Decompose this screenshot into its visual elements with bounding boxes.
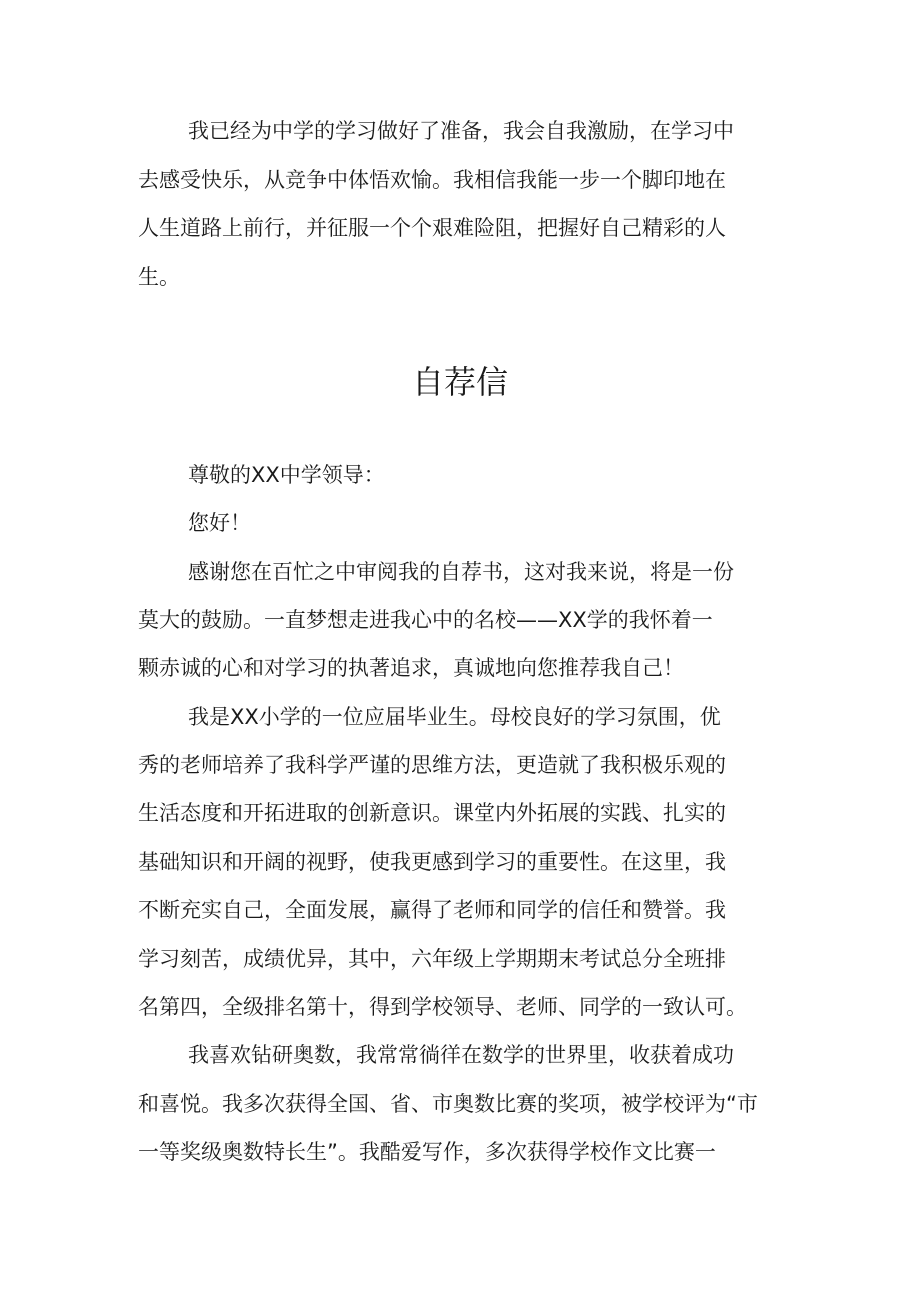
- paragraph3-line: 我喜欢钻研奥数，我常常徜徉在数学的世界里，收获着成功: [188, 1043, 734, 1067]
- intro-line: 我已经为中学的学习做好了准备，我会自我激励，在学习中: [188, 119, 734, 143]
- intro-line: 人生道路上前行，并征服一个个艰难险阻，把握好自己精彩的人: [138, 216, 726, 240]
- paragraph1-line: 莫大的鼓励。一直梦想走进我心中的名校——XX学的我怀着一: [138, 608, 713, 632]
- paragraph2-line: 基础知识和开阔的视野，使我更感到学习的重要性。在这里，我: [138, 850, 726, 874]
- paragraph2-line: 秀的老师培养了我科学严谨的思维方法，更造就了我积极乐观的: [138, 753, 726, 777]
- paragraph2-line: 名第四，全级排名第十，得到学校领导、老师、同学的一致认可。: [138, 995, 747, 1019]
- paragraph1-line: 颗赤诚的心和对学习的执著追求，真诚地向您推荐我自己！: [138, 656, 684, 680]
- paragraph2-line: 不断充实自己，全面发展，赢得了老师和同学的信任和赞誉。我: [138, 898, 726, 922]
- paragraph2-line: 生活态度和开拓进取的创新意识。课堂内外拓展的实践、扎实的: [138, 801, 726, 825]
- letter-greeting: 您好！: [188, 511, 251, 535]
- paragraph3-line: 一等奖级奥数特长生”。我酷爱写作，多次获得学校作文比赛一: [138, 1140, 716, 1164]
- paragraph3-line: 和喜悦。我多次获得全国、省、市奥数比赛的奖项，被学校评为“市: [138, 1092, 758, 1116]
- paragraph2-line: 我是XX小学的一位应届毕业生。母校良好的学习氛围，优: [188, 705, 721, 729]
- paragraph2-line: 学习刻苦，成绩优异，其中，六年级上学期期末考试总分全班排: [138, 947, 726, 971]
- intro-line: 去感受快乐，从竞争中体悟欢愉。我相信我能一步一个脚印地在: [138, 168, 726, 192]
- intro-line: 生。: [138, 265, 180, 289]
- letter-salutation: 尊敬的XX中学领导：: [188, 463, 385, 487]
- letter-title: 自荐信: [411, 363, 508, 401]
- paragraph1-line: 感谢您在百忙之中审阅我的自荐书，这对我来说，将是一份: [188, 560, 734, 584]
